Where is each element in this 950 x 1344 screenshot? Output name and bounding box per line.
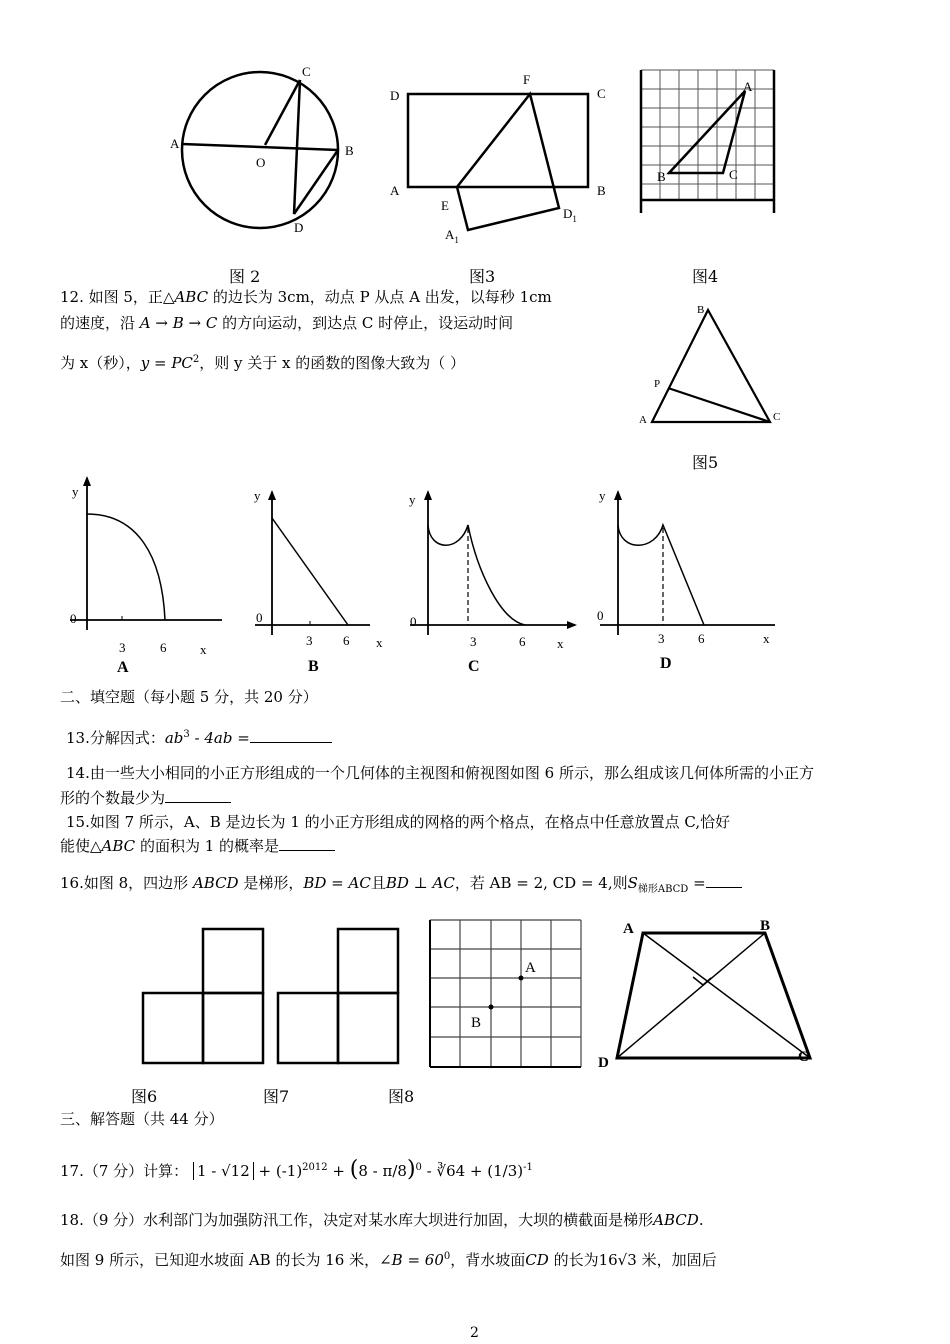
svg-text:P: P [654, 378, 661, 390]
q16-answer-blank[interactable] [706, 873, 742, 888]
q12-line1: 12. 如图 5，正△ABC 的边长为 3cm，动点 P 从点 A 出发，以每秒 1cm [60, 288, 552, 306]
q13-answer-blank[interactable] [250, 728, 332, 743]
svg-text:C: C [302, 64, 311, 79]
section-3-title: 三、解答题（共 44 分） [60, 1110, 224, 1128]
option-a-graph [62, 470, 222, 675]
option-c-graph [405, 470, 585, 675]
figure-8-trapezoid [595, 915, 825, 1075]
svg-text:A: A [525, 960, 536, 976]
q15-answer-blank[interactable] [279, 836, 335, 851]
svg-text:E: E [441, 198, 449, 213]
svg-text:C: C [798, 1049, 809, 1065]
svg-text:3: 3 [658, 631, 665, 646]
svg-text:O: O [256, 155, 266, 170]
q14-line1: 14.由一些大小相同的小正方形组成的一个几何体的主视图和俯视图如图 6 所示，那么组成该几何体所需的小正方 [66, 764, 814, 782]
svg-text:0: 0 [410, 614, 417, 629]
svg-text:0: 0 [597, 608, 604, 623]
svg-text:3: 3 [470, 634, 477, 649]
figure-7-caption: 图7 [263, 1087, 290, 1106]
figure-4-caption: 图4 [692, 267, 719, 286]
page-number: 2 [470, 1325, 479, 1341]
svg-text:A: A [390, 183, 400, 198]
svg-text:A: A [743, 79, 753, 94]
svg-text:y: y [72, 484, 79, 499]
svg-text:6: 6 [160, 640, 167, 655]
svg-text:D: D [598, 1055, 609, 1071]
svg-text:y: y [409, 492, 416, 507]
svg-text:C: C [597, 86, 606, 101]
svg-text:D: D [660, 655, 672, 672]
svg-text:B: B [471, 1015, 482, 1031]
q18-line2: 如图 9 所示，已知迎水坡面 AB 的长为 16 米，∠B = $60^0$，背水坡面CD 的长为16√3 米，加固后 [60, 1251, 717, 1269]
svg-text:B: B [597, 183, 606, 198]
figure-6-front-view [140, 925, 270, 1070]
figure-8-caption: 图8 [388, 1087, 415, 1106]
svg-text:A: A [170, 136, 180, 151]
svg-text:B: B [697, 304, 705, 316]
svg-text:3: 3 [306, 633, 313, 648]
q12-line2: 的速度，沿 A → B → C 的方向运动，到达点 C 时停止，设运动时间 [60, 314, 514, 332]
svg-text:B: B [345, 143, 354, 158]
svg-text:6: 6 [343, 633, 350, 648]
svg-text:y: y [254, 488, 261, 503]
svg-text:A1: $A_1$ [445, 227, 459, 245]
svg-text:B: B [760, 918, 771, 934]
svg-text:C: C [468, 658, 480, 675]
figure-3-rectangle [385, 68, 625, 248]
svg-text:A: A [117, 659, 129, 675]
q17: 17.（7 分）计算： $1 - √12 + (-1)^{2012} + (8 - \pi/8)^0$ - ∛64 + $(1/3)^{-1}$ [60, 1157, 533, 1182]
figure-4-grid-triangle [635, 65, 785, 220]
figure-2-circle [160, 60, 370, 240]
svg-text:6: 6 [519, 634, 526, 649]
q15-line1: 15.如图 7 所示，A、B 是边长为 1 的小正方形组成的网格的两个格点，在格点中任意放置点 C,恰好 [66, 813, 731, 831]
svg-text:0: 0 [256, 610, 263, 625]
svg-text:3: 3 [119, 640, 126, 655]
svg-text:D1: $D_1$ [563, 206, 577, 224]
svg-text:B: B [308, 658, 319, 675]
svg-text:B: B [657, 169, 666, 184]
svg-text:A: A [623, 921, 634, 937]
svg-text:C: C [773, 411, 781, 423]
figure-6-top-view [275, 925, 405, 1070]
section-2-title: 二、填空题（每小题 5 分，共 20 分） [60, 688, 318, 706]
svg-text:0: 0 [70, 611, 77, 626]
figure-5-caption: 图5 [692, 453, 719, 472]
q16: 16.如图 8，四边形 ABCD 是梯形，BD = AC且BD ⊥ AC，若 AB = 2, CD = 4,则$S_{梯形ABCD}$ = [60, 873, 742, 900]
q14-answer-blank[interactable] [165, 788, 231, 803]
q13: 13.分解因式：$ab^3 - 4ab$ = [66, 725, 332, 748]
svg-text:6: 6 [698, 631, 705, 646]
figure-2-caption: 图 2 [229, 267, 261, 286]
q14-line2: 形的个数最少为 [60, 788, 231, 808]
q15-line2: 能使△ABC 的面积为 1 的概率是 [60, 836, 335, 856]
figure-3-caption: 图3 [469, 267, 496, 286]
q12-line3: 为 x（秒），$y = PC^2$，则 y 关于 x 的函数的图像大致为（ ） [60, 354, 466, 372]
q18-line1: 18.（9 分）水利部门为加强防汛工作，决定对某水库大坝进行加固，大坝的横截面是梯形ABCD. [60, 1211, 704, 1229]
svg-text:A: A [639, 414, 647, 426]
svg-text:D: D [390, 88, 400, 103]
svg-text:x: x [200, 642, 207, 657]
svg-text:y: y [599, 488, 606, 503]
svg-text:C: C [729, 167, 738, 182]
svg-text:x: x [763, 631, 770, 646]
option-b-graph [250, 470, 410, 675]
figure-5-triangle [630, 298, 790, 433]
figure-6-caption: 图6 [131, 1087, 158, 1106]
svg-text:x: x [557, 636, 564, 651]
svg-text:D: D [294, 220, 304, 235]
option-d-graph [595, 470, 785, 675]
svg-text:x: x [376, 635, 383, 650]
figure-7-grid [425, 915, 590, 1075]
svg-text:F: F [523, 72, 531, 87]
